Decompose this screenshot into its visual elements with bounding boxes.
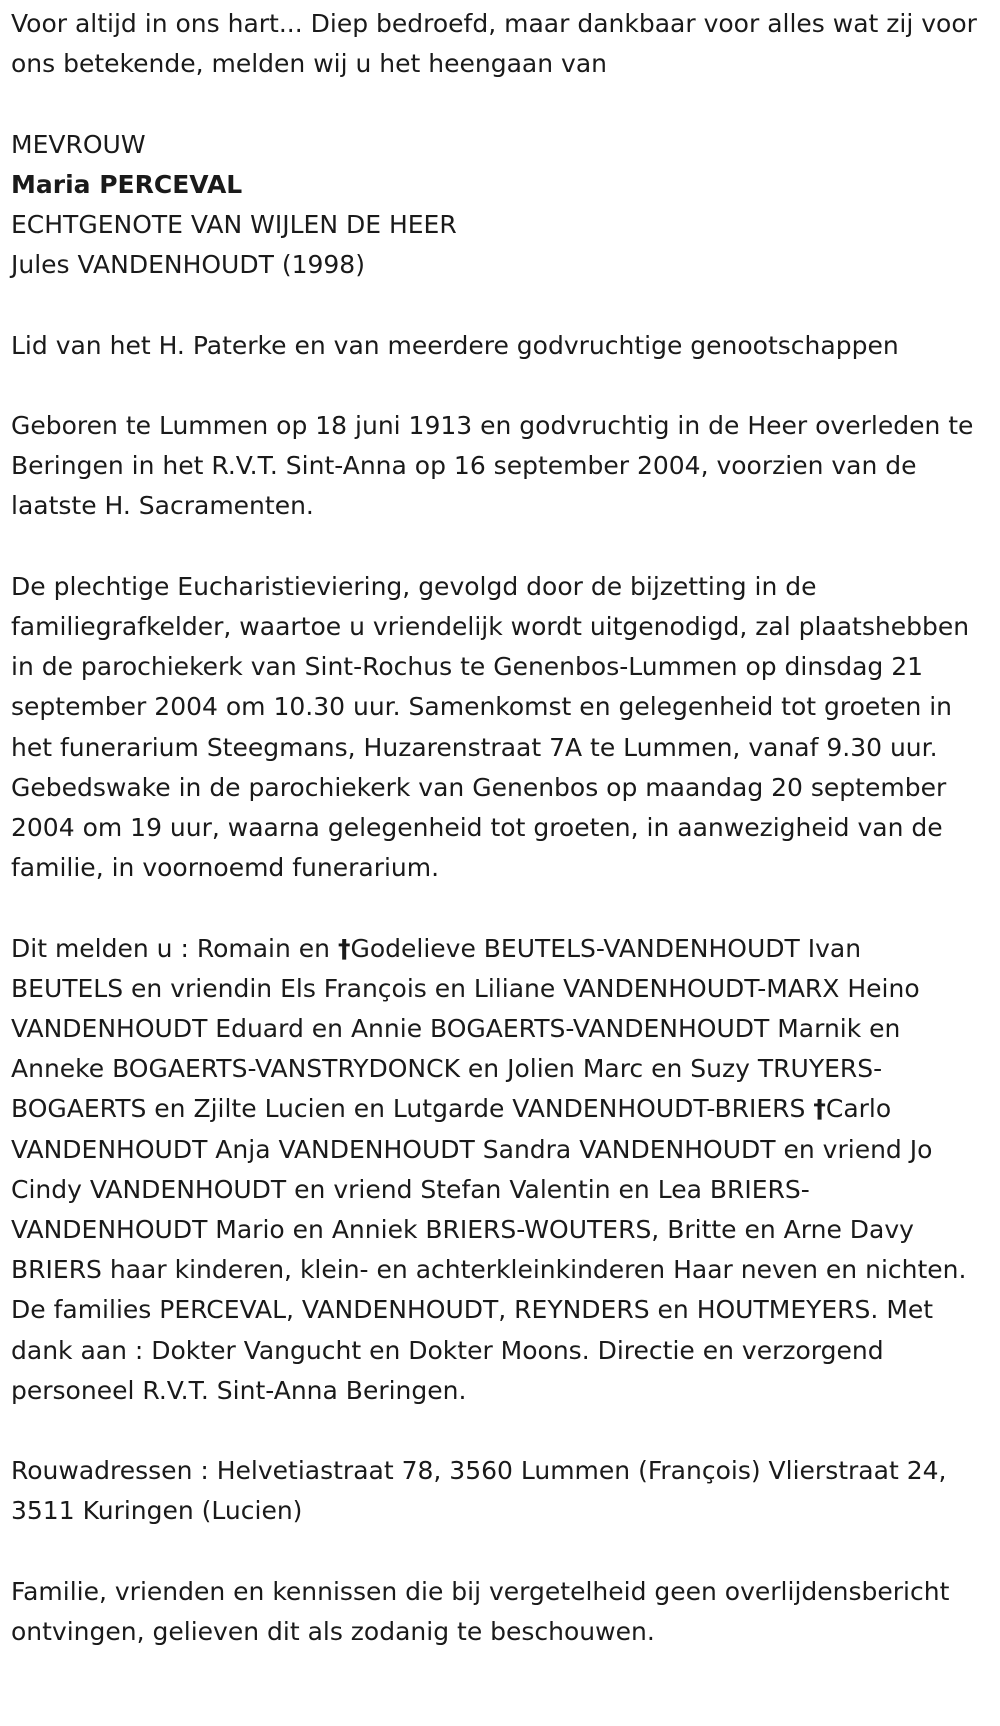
deceased-relation: ECHTGENOTE VAN WIJLEN DE HEER xyxy=(11,210,457,239)
birth-death-paragraph: Geboren te Lummen op 18 juni 1913 en godvruchtig in de Heer overleden te Beringen in het R.V.T. Sint-Anna op 16 september 2004, voorzien van de laatste H. Sacramenten. xyxy=(11,410,974,521)
intro-paragraph: Voor altijd in ons hart... Diep bedroefd, maar dankbaar voor alles wat zij voor ons betekende, melden wij u het heengaan van xyxy=(11,9,977,79)
spouse-name: Jules VANDENHOUDT (1998) xyxy=(11,250,365,280)
ceremony-paragraph: De plechtige Eucharistieviering, gevolgd door de bijzetting in de familiegrafkelder, waartoe u vriendelijk wordt uitgenodigd, zal plaatshebben in de parochiekerk van Sint-Rochus te Genenbos-Lummen op dinsdag 21 september 2004 om 10.30 uur. Samenkomst en gelegenheid tot groeten in het funerarium Steegmans, Huzarenstraat 7A te Lummen, vanaf 9.30 uur. Gebedswake in de parochiekerk van Genenbos op maandag 20 september 2004 om 19 uur, waarna gelegenheid tot groeten, in aanwezigheid van de familie, in voornoemd funerarium. xyxy=(11,571,970,883)
deceased-name: Maria PERCEVAL xyxy=(11,169,243,199)
deceased-title: MEVROUW xyxy=(11,129,146,159)
deceased-block xyxy=(11,125,980,286)
addresses-paragraph: Rouwadressen : Helvetiastraat 78, 3560 Lummen (François) Vlierstraat 24, 3511 Kuringen (Lucien) xyxy=(11,1456,947,1526)
announcers-text-1: Dit melden u : Romain en xyxy=(11,933,338,963)
announcers-paragraph xyxy=(11,929,980,1411)
closing-paragraph: Familie, vrienden en kennissen die bij vergetelheid geen overlijdensbericht ontvingen, gelieven dit als zodanig te beschouwen. xyxy=(11,1576,950,1647)
announcers-text-2: Godelieve BEUTELS-VANDENHOUDT Ivan BEUTELS en vriendin Els François en Liliane VANDENHOUDT-MARX Heino VANDENHOUDT Eduard en Annie BOGAERTS-VANDENHOUDT Marnik en Anneke BOGAERTS-VANSTRYDONCK en Jolien Marc en Suzy TRUYERS-BOGAERTS en Zjilte Lucien en Lutgarde VANDENHOUDT-BRIERS xyxy=(11,933,920,1124)
cross-icon: † xyxy=(337,933,351,963)
cross-icon: † xyxy=(813,1094,826,1124)
announcers-text-3: Carlo VANDENHOUDT Anja VANDENHOUDT Sandra VANDENHOUDT en vriend Jo Cindy VANDENHOUDT en vriend Stefan Valentin en Lea BRIERS-VANDENHOUDT Mario en Anniek BRIERS-WOUTERS, Britte en Arne Davy BRIERS haar kinderen, klein- en achterkleinkinderen Haar neven en nichten. De families PERCEVAL, VANDENHOUDT, REYNDERS en HOUTMEYERS. Met dank aan : Dokter Vangucht en Dokter Moons. Directie en verzorgend personeel R.V.T. Sint-Anna Beringen. xyxy=(11,1094,967,1405)
membership-paragraph: Lid van het H. Paterke en van meerdere godvruchtige genootschappen xyxy=(11,330,899,360)
